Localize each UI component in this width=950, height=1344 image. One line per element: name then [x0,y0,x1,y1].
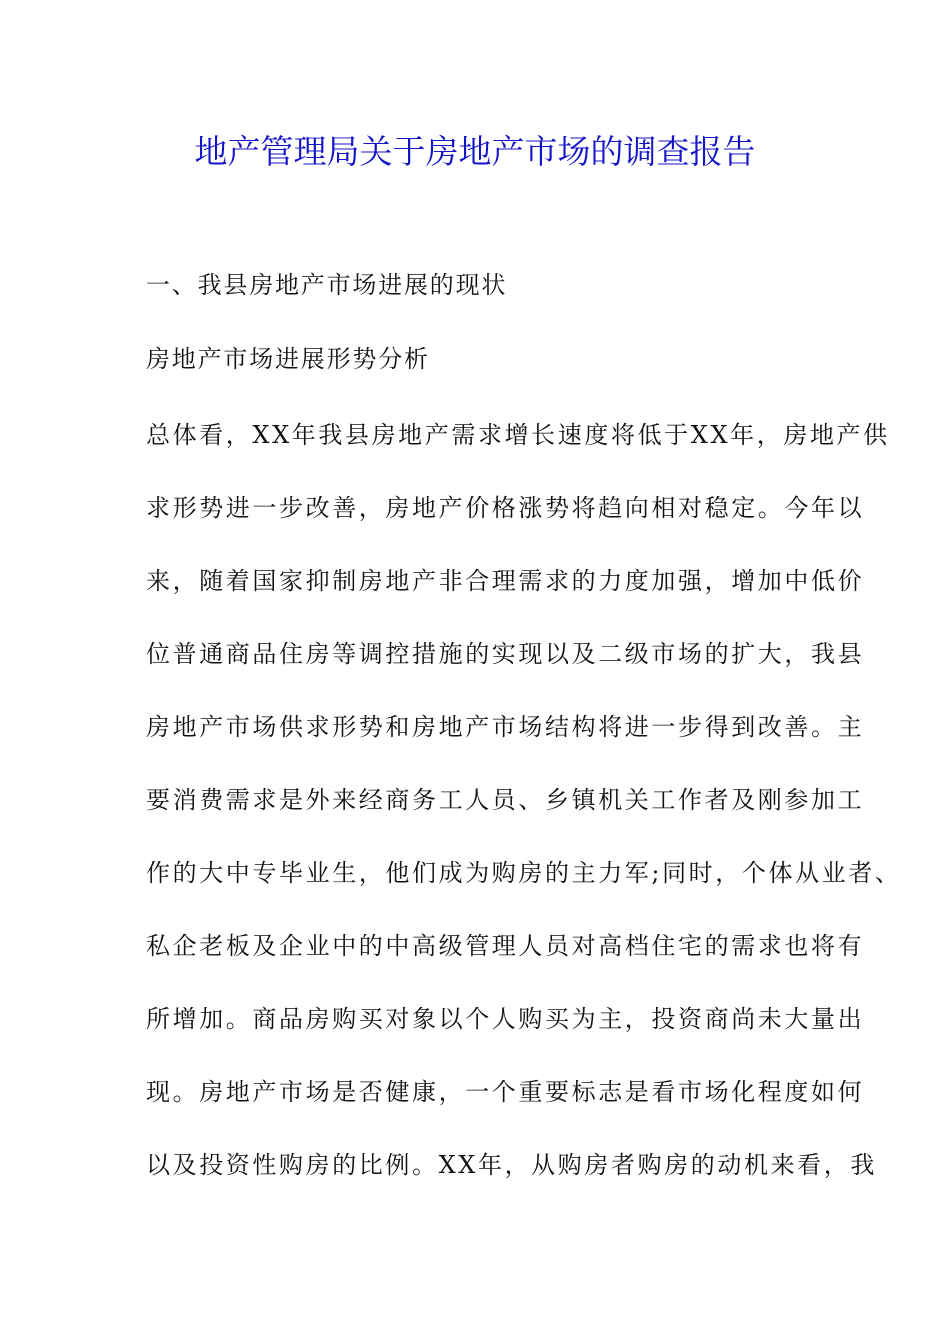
body-line: 来，随着国家抑制房地产非合理需求的力度加强，增加中低价 [146,567,865,595]
body-line: 所增加。商品房购买对象以个人购买为主，投资商尚未大量出 [146,1005,865,1033]
body-line: 以及投资性购房的比例。XX年，从购房者购房的动机来看，我 [146,1151,877,1179]
document-title: 地产管理局关于房地产市场的调查报告 [194,132,756,171]
body-line: 总体看，XX年我县房地产需求增长速度将低于XX年，房地产供 [146,421,890,449]
section-heading: 一、我县房地产市场进展的现状 [146,271,508,299]
body-line: 私企老板及企业中的中高级管理人员对高档住宅的需求也将有 [146,932,865,960]
body-line: 作的大中专毕业生，他们成为购房的主力军;同时，个体从业者、 [146,859,902,887]
body-line: 位普通商品住房等调控措施的实现以及二级市场的扩大，我县 [146,640,865,668]
body-line: 房地产市场供求形势和房地产市场结构将进一步得到改善。主 [146,713,865,741]
body-line: 现。房地产市场是否健康，一个重要标志是看市场化程度如何 [146,1078,865,1106]
body-line: 求形势进一步改善，房地产价格涨势将趋向相对稳定。今年以 [146,494,865,522]
subsection-heading: 房地产市场进展形势分析 [146,345,430,373]
body-line: 要消费需求是外来经商务工人员、乡镇机关工作者及刚参加工 [146,786,865,814]
